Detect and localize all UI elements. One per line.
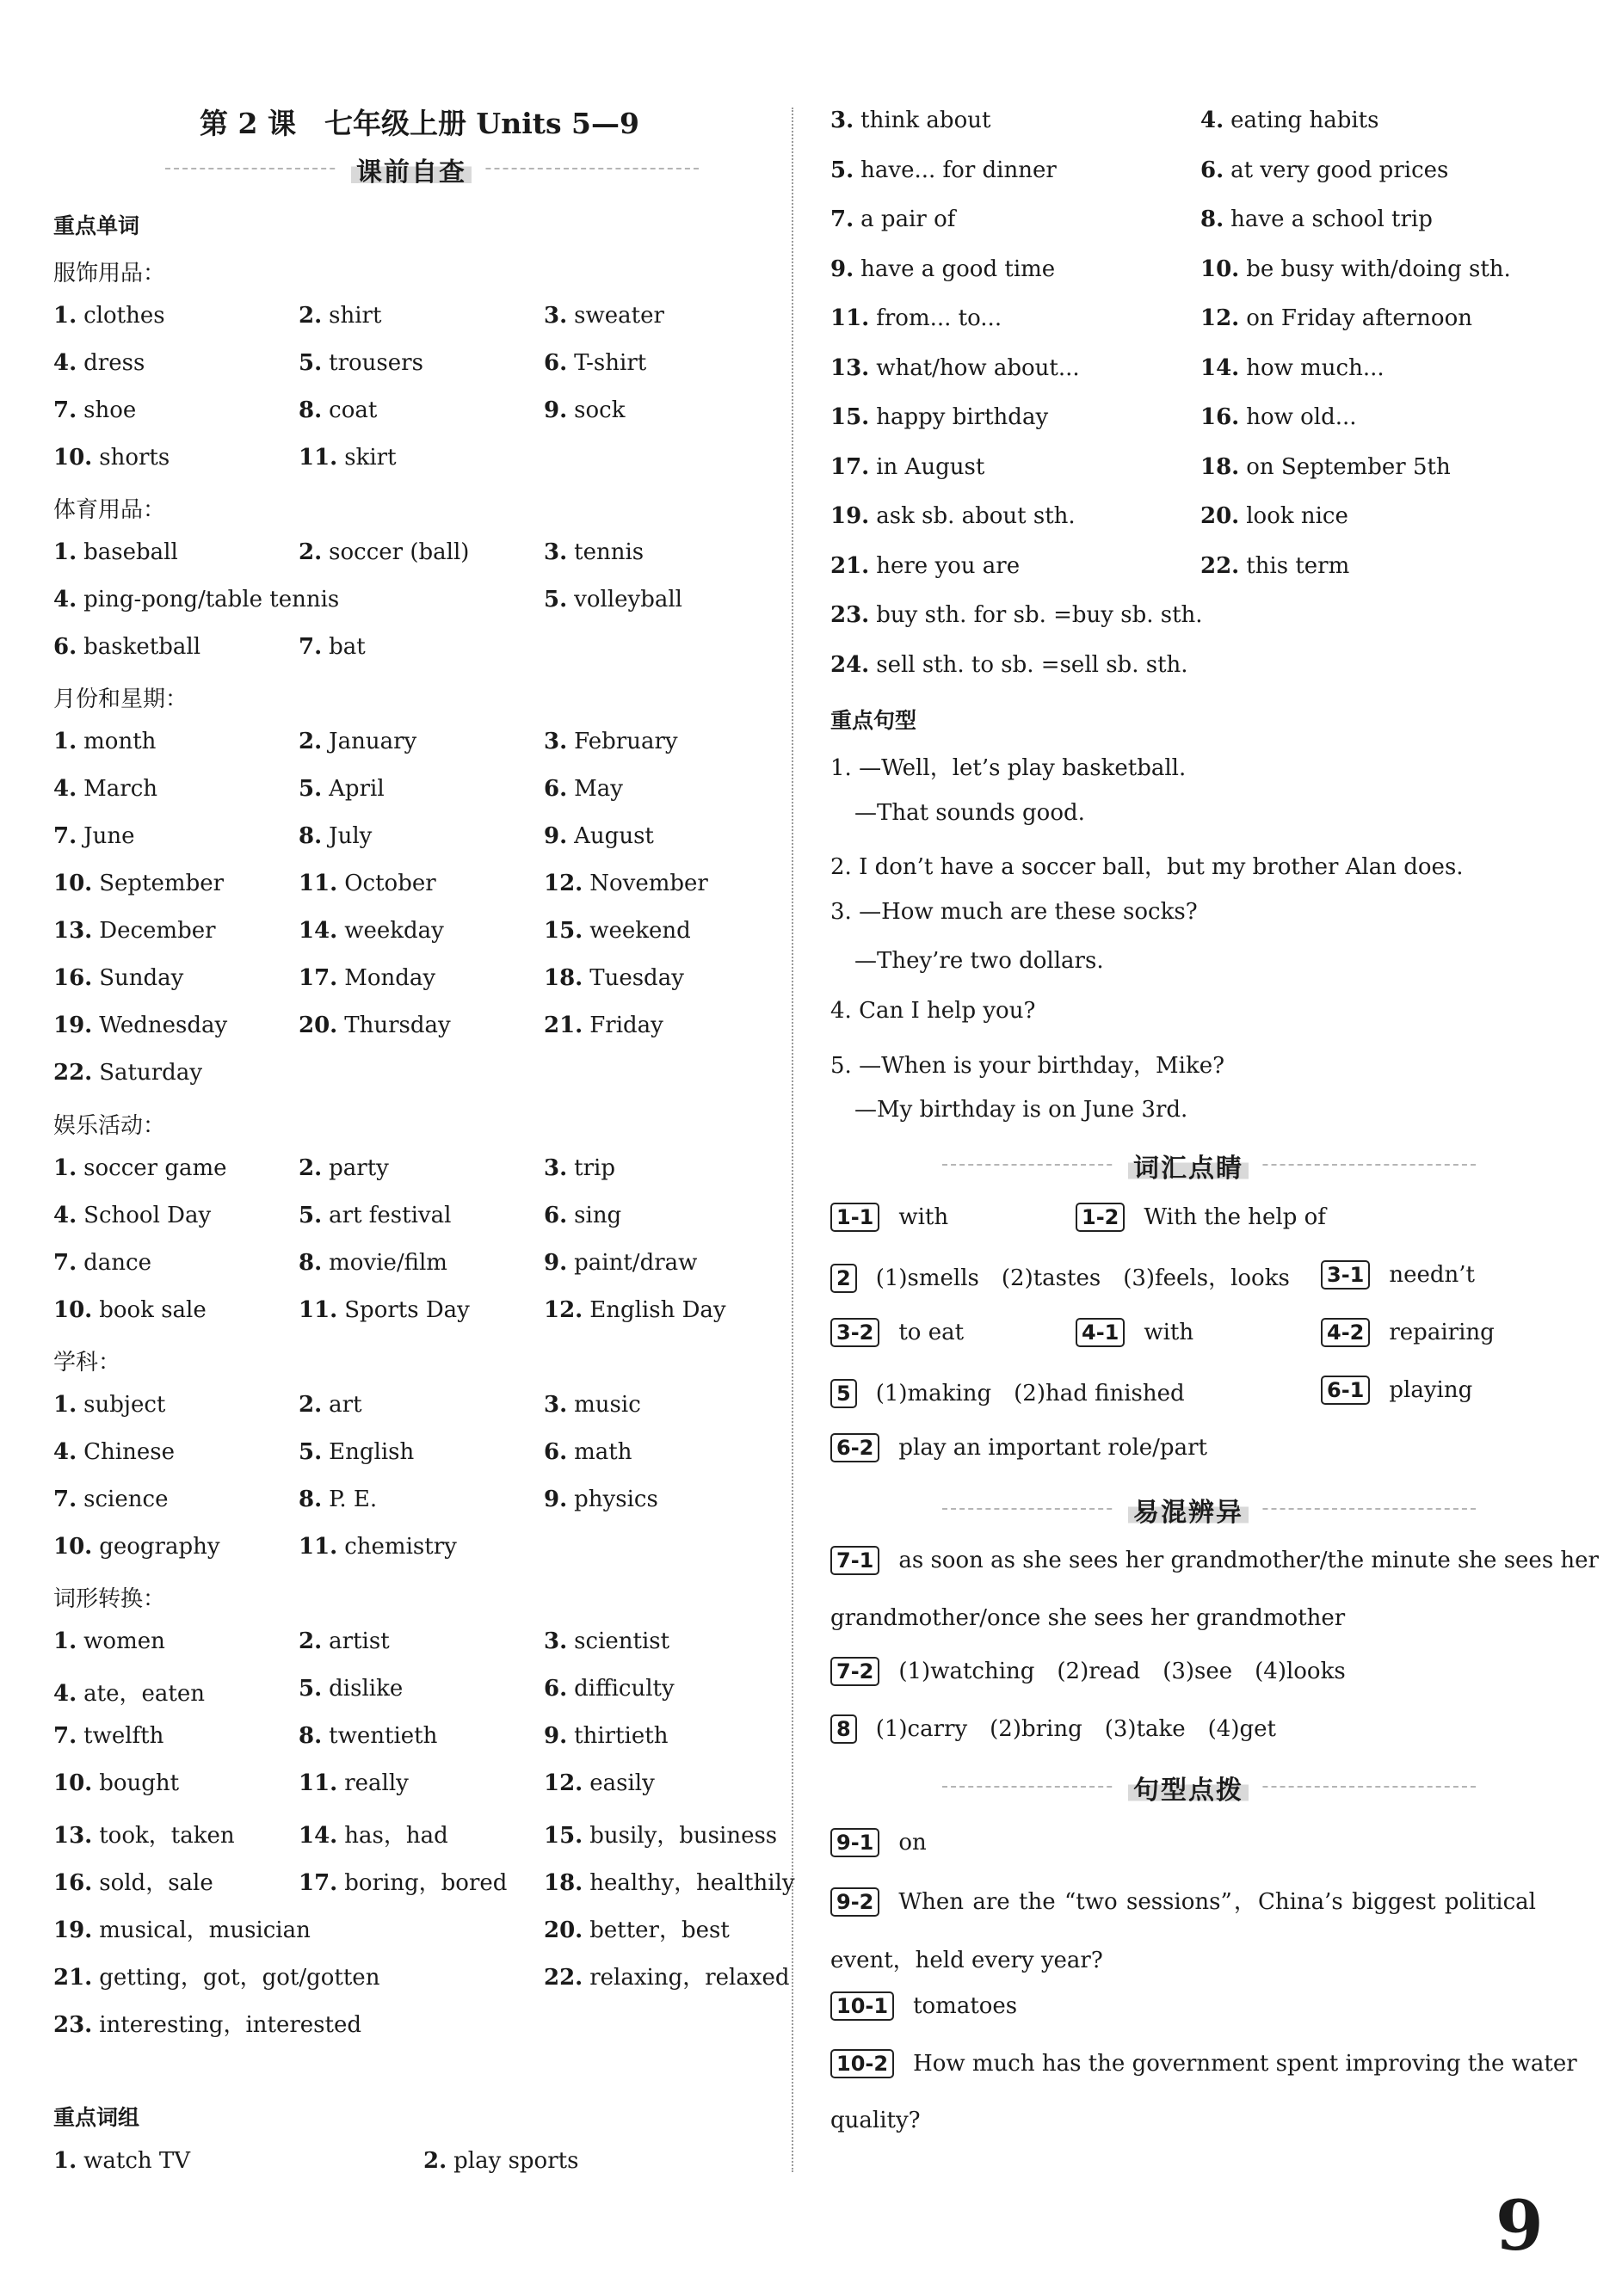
word-item: 9. physics [544, 1487, 658, 1512]
banner-confuse-label: 易混辨异 [1128, 1498, 1249, 1528]
answer-continuation: grandmother/once she sees her grandmother [830, 1605, 1346, 1631]
cat-activities-label: 娱乐活动： [53, 1113, 166, 1139]
phrase-item: 6. at very good prices [1200, 157, 1449, 183]
answer-item: 7-1 as soon as she sees her grandmother/the minute she sees her [830, 1546, 1536, 1575]
word-item: 2. art [299, 1392, 362, 1418]
word-item: 2. soccer (ball) [299, 539, 470, 565]
phrase-row [830, 157, 1549, 192]
sentence-line: 3. —How much are these socks? [830, 899, 1198, 925]
word-item: 14. weekday [299, 918, 444, 944]
word-item: 6. difficulty [544, 1676, 675, 1702]
word-row [53, 1960, 790, 1994]
cat-months-label: 月份和星期： [53, 686, 188, 712]
word-row [53, 1770, 785, 1805]
word-row [53, 918, 785, 952]
word-item: 9. thirtieth [544, 1723, 669, 1749]
word-item: 6. T-shirt [544, 350, 647, 376]
word-item: 9. August [544, 823, 654, 849]
word-item: 16. Sunday [53, 965, 184, 991]
word-row [53, 1723, 785, 1757]
sentence-line: 4. Can I help you? [830, 998, 1036, 1024]
word-item: 22. relaxing，relaxed [544, 1965, 790, 1991]
sentence-line: 5. —When is your birthday，Mike? [830, 1053, 1225, 1079]
phrase-item: 5. have... for dinner [830, 157, 1057, 183]
phrase-row [830, 256, 1549, 291]
banner-self-check [165, 151, 699, 188]
phrase-item: 7. a pair of [830, 206, 956, 232]
word-item: 4. dress [53, 350, 145, 376]
word-item: 1. soccer game [53, 1155, 227, 1181]
banner-pattern-label: 句型点拨 [1128, 1776, 1249, 1806]
phrase-row [830, 404, 1549, 439]
word-item: 11. October [299, 871, 436, 896]
word-item: 10. shorts [53, 445, 170, 471]
answer-item: 9-1 on [830, 1828, 927, 1857]
word-item: 10. geography [53, 1534, 220, 1560]
phrase-item: 16. how old... [1200, 404, 1357, 430]
word-item: 14. has，had [299, 1823, 448, 1849]
word-item: 2. January [299, 729, 417, 754]
word-row [53, 2007, 785, 2041]
word-item: 17. Monday [299, 965, 436, 991]
word-item: 15. weekend [544, 918, 691, 944]
phrase-item: 1. watch TV [53, 2148, 191, 2174]
answer-continuation: quality? [830, 2108, 921, 2133]
phrase-item: 19. ask sb. about sth. [830, 503, 1076, 529]
answer-item: 10-1 tomatoes [830, 1991, 1017, 2021]
cat-subjects-label: 学科： [53, 1350, 121, 1376]
word-row [53, 634, 785, 668]
banner-self-check-label: 课前自查 [351, 157, 472, 188]
word-row [53, 1392, 785, 1426]
word-item: 8. coat [299, 397, 378, 423]
word-item: 22. Saturday [53, 1060, 203, 1086]
word-item: 18. Tuesday [544, 965, 684, 991]
word-row [53, 871, 785, 905]
word-row [53, 1534, 785, 1568]
word-item: 6. May [544, 776, 623, 802]
phrase-heading: 重点词组 [53, 2105, 140, 2130]
word-item: 8. movie/film [299, 1250, 447, 1276]
answer-item: 4-1 with [1076, 1318, 1193, 1347]
word-item: 6. basketball [53, 634, 201, 660]
word-item: 7. twelfth [53, 1723, 164, 1749]
phrase-row [830, 454, 1549, 489]
word-item: 12. easily [544, 1770, 655, 1796]
word-item: 1. month [53, 729, 157, 754]
answer-item: 8 (1)carry (2)bring (3)take (4)get [830, 1711, 1276, 1744]
word-row [53, 965, 785, 1000]
word-row [53, 445, 785, 479]
word-item: 2. shirt [299, 303, 382, 329]
banner-vocab-label: 词汇点睛 [1128, 1154, 1249, 1184]
word-item: 1. subject [53, 1392, 166, 1418]
word-item: 3. February [544, 729, 678, 754]
word-item: 21. getting，got，got/gotten [53, 1965, 380, 1991]
word-item: 20. better，best [544, 1917, 730, 1943]
word-item: 18. healthy，healthily [544, 1870, 795, 1896]
word-item: 5. volleyball [544, 587, 682, 612]
phrase-item: 2. play sports [423, 2148, 579, 2174]
phrase-row [53, 2148, 785, 2182]
word-row [53, 1013, 785, 1047]
page-title: 第 2 课 七年级上册 Units 5—9 [200, 107, 639, 140]
word-item: 19. Wednesday [53, 1013, 228, 1038]
word-item: 10. book sale [53, 1297, 207, 1323]
phrase-item: 23. buy sth. for sb. =buy sb. sth. [830, 602, 1203, 628]
cat-wordforms-label: 词形转换： [53, 1586, 166, 1612]
phrase-item: 13. what/how about... [830, 354, 1080, 381]
word-row [53, 1487, 785, 1521]
word-item: 3. sweater [544, 303, 664, 329]
phrase-row [830, 553, 1549, 588]
column-divider [792, 108, 793, 2172]
phrase-row [830, 602, 1549, 637]
word-item: 5. trousers [299, 350, 423, 376]
word-item: 4. ping-pong/table tennis [53, 587, 340, 612]
phrase-row [830, 206, 1549, 241]
word-item: 12. November [544, 871, 708, 896]
word-row [53, 1912, 785, 1947]
sentence-line: 1. —Well，let’s play basketball. [830, 755, 1187, 781]
answer-item: 7-2 (1)watching (2)read (3)see (4)looks [830, 1653, 1346, 1686]
word-row [53, 397, 785, 432]
phrase-item: 3. think about [830, 108, 991, 133]
word-row [53, 350, 785, 385]
word-item: 1. clothes [53, 303, 165, 329]
word-row [53, 1297, 785, 1332]
word-item: 10. September [53, 871, 225, 896]
word-item: 5. dislike [299, 1676, 404, 1702]
word-item: 9. sock [544, 397, 626, 423]
phrase-row [830, 108, 1549, 142]
word-row [53, 303, 785, 337]
cat-clothing-label: 服饰用品： [53, 261, 166, 286]
word-row [53, 1060, 785, 1094]
cat-sports-label: 体育用品： [53, 497, 166, 523]
word-item: 1. women [53, 1628, 165, 1654]
phrase-item: 4. eating habits [1200, 108, 1379, 133]
word-item: 10. bought [53, 1770, 180, 1796]
word-item: 8. twentieth [299, 1723, 438, 1749]
word-item: 11. really [299, 1770, 409, 1796]
word-row [53, 1865, 795, 1899]
phrase-item: 18. on September 5th [1200, 453, 1451, 480]
answer-item: 9-2 When are the “two sessions”，China’s biggest political [830, 1884, 1536, 1917]
word-item: 15. busily，business [544, 1823, 778, 1849]
word-item: 12. English Day [544, 1297, 726, 1323]
word-row [53, 1676, 785, 1710]
word-row [53, 729, 785, 763]
word-row [53, 587, 785, 621]
banner-vocab [942, 1147, 1476, 1184]
word-item: 4. School Day [53, 1203, 212, 1228]
answer-item: 1-2 With the help of [1076, 1203, 1326, 1232]
word-item: 13. December [53, 918, 216, 944]
phrase-item: 11. from... to... [830, 305, 1002, 331]
word-item: 11. skirt [299, 445, 397, 471]
sentence-line: —They’re two dollars. [854, 948, 1104, 974]
word-item: 4. March [53, 776, 158, 802]
word-row [53, 539, 785, 574]
word-item: 3. scientist [544, 1628, 670, 1654]
word-row [53, 1818, 785, 1852]
word-item: 5. art festival [299, 1203, 452, 1228]
word-item: 7. science [53, 1487, 169, 1512]
word-item: 17. boring，bored [299, 1870, 508, 1896]
answer-item: 1-1 with [830, 1203, 948, 1232]
word-item: 7. dance [53, 1250, 151, 1276]
vocab-heading: 重点单词 [53, 213, 140, 238]
sentence-heading: 重点句型 [830, 708, 917, 733]
word-item: 6. math [544, 1439, 632, 1465]
phrase-item: 15. happy birthday [830, 404, 1049, 430]
banner-confuse [942, 1491, 1476, 1528]
phrase-row [830, 355, 1549, 390]
phrase-item: 14. how much... [1200, 354, 1385, 381]
word-item: 4. Chinese [53, 1439, 175, 1465]
phrase-row [830, 503, 1549, 538]
sentence-line: 2. I don’t have a soccer ball，but my brother Alan does. [830, 854, 1464, 880]
answer-item: 6-2 play an important role/part [830, 1433, 1207, 1462]
word-item: 23. interesting，interested [53, 2012, 361, 2038]
answer-item: 3-2 to eat [830, 1318, 964, 1347]
word-item: 3. trip [544, 1155, 615, 1181]
phrase-item: 17. in August [830, 453, 985, 480]
word-item: 3. music [544, 1392, 641, 1418]
sentence-line: —My birthday is on June 3rd. [854, 1097, 1188, 1123]
word-item: 11. chemistry [299, 1534, 457, 1560]
word-item: 6. sing [544, 1203, 622, 1228]
phrase-item: 10. be busy with/doing sth. [1200, 255, 1511, 282]
word-item: 2. party [299, 1155, 389, 1181]
word-item: 11. Sports Day [299, 1297, 470, 1323]
word-item: 7. shoe [53, 397, 137, 423]
answer-item: 4-2 repairing [1321, 1318, 1495, 1347]
word-item: 13. took，taken [53, 1823, 235, 1849]
word-row [53, 776, 785, 810]
word-item: 16. sold，sale [53, 1870, 213, 1896]
phrase-item: 9. have a good time [830, 255, 1056, 282]
word-item: 21. Friday [544, 1013, 663, 1038]
phrase-item: 22. this term [1200, 552, 1350, 579]
word-item: 7. bat [299, 634, 366, 660]
word-item: 7. June [53, 823, 135, 849]
phrase-item: 21. here you are [830, 552, 1021, 579]
word-item: 9. paint/draw [544, 1250, 698, 1276]
word-item: 5. English [299, 1439, 415, 1465]
phrase-item: 8. have a school trip [1200, 206, 1433, 232]
phrase-item: 12. on Friday afternoon [1200, 305, 1472, 331]
word-row [53, 1250, 785, 1284]
word-row [53, 1203, 785, 1237]
answer-item: 6-1 playing [1321, 1376, 1472, 1405]
word-item: 4. ate，eaten [53, 1681, 205, 1707]
word-item: 19. musical，musician [53, 1917, 311, 1943]
word-item: 2. artist [299, 1628, 390, 1654]
phrase-item: 20. look nice [1200, 503, 1348, 529]
answer-item: 5 (1)making (2)had finished [830, 1376, 1185, 1408]
answer-item: 2 (1)smells (2)tastes (3)feels，looks [830, 1260, 1290, 1293]
page-number: 9 [1496, 2185, 1544, 2266]
word-row [53, 1155, 785, 1190]
sentence-line: —That sounds good. [854, 800, 1085, 826]
word-row [53, 1628, 785, 1663]
word-item: 1. baseball [53, 539, 178, 565]
phrase-row [830, 652, 1549, 686]
word-item: 8. P. E. [299, 1487, 378, 1512]
phrase-item: 24. sell sth. to sb. =sell sb. sth. [830, 651, 1188, 678]
word-item: 3. tennis [544, 539, 644, 565]
answer-item: 10-2 How much has the government spent improving the water [830, 2049, 1536, 2078]
word-row [53, 1439, 785, 1474]
banner-pattern [942, 1769, 1476, 1806]
word-item: 20. Thursday [299, 1013, 451, 1038]
word-item: 8. July [299, 823, 373, 849]
word-item: 5. April [299, 776, 385, 802]
answer-continuation: event，held every year? [830, 1948, 1103, 1973]
word-row [53, 823, 785, 858]
phrase-row [830, 305, 1549, 340]
answer-item: 3-1 needn’t [1321, 1260, 1475, 1290]
